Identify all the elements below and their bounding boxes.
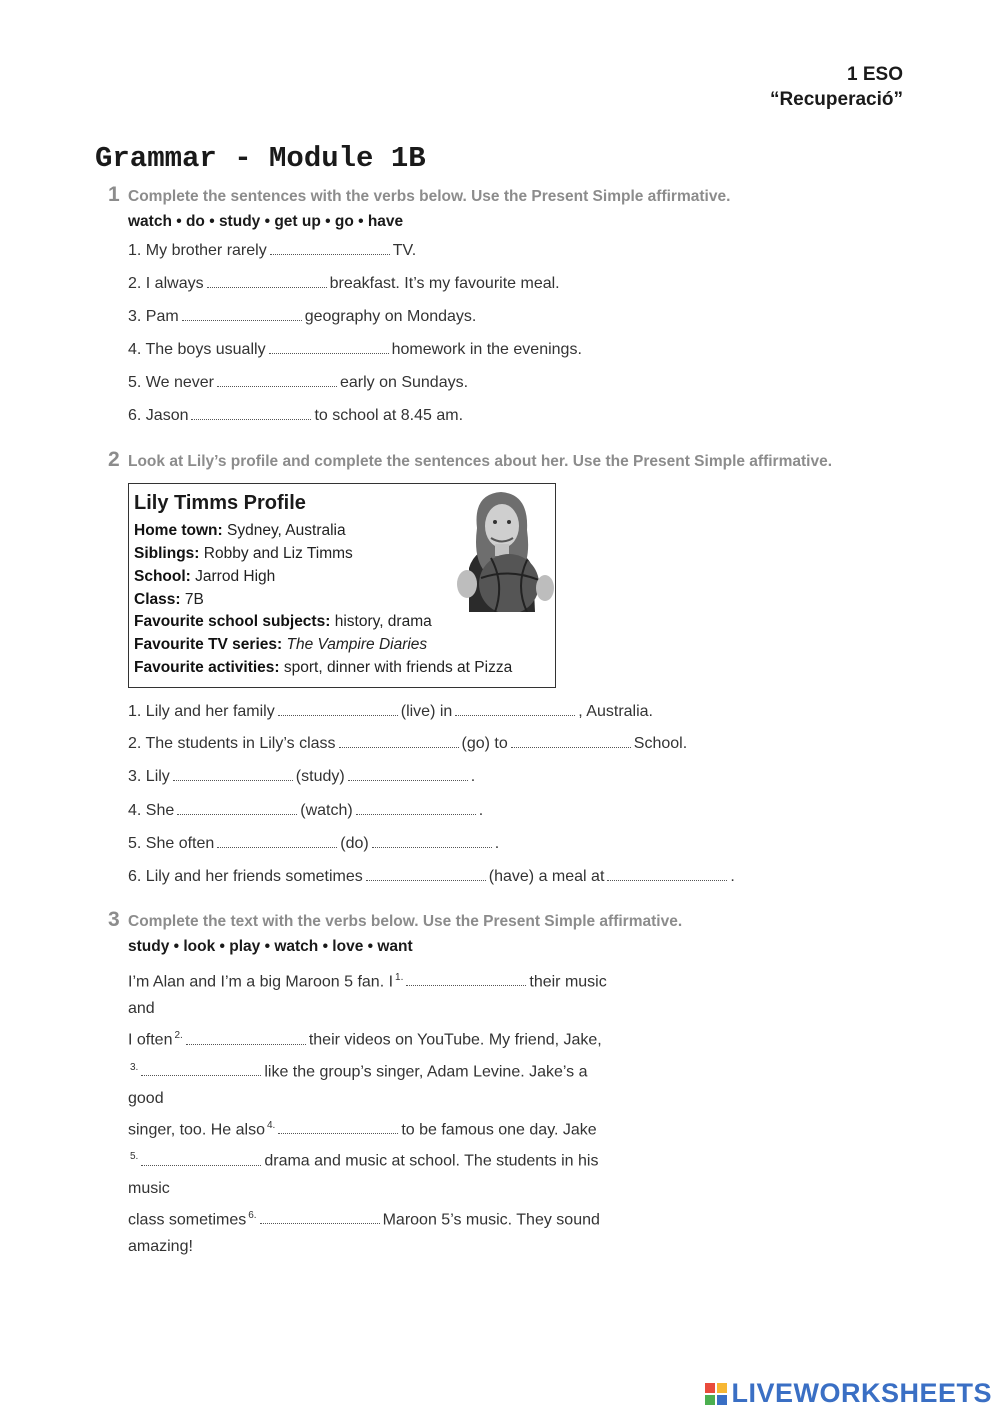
profile-row: Favourite activities: sport, dinner with friends at Pizza bbox=[134, 659, 513, 676]
text-line: $^{5.}$ drama and music at school. The students in his bbox=[130, 1151, 599, 1170]
answer-blank[interactable] bbox=[356, 802, 476, 815]
answer-blank[interactable] bbox=[177, 802, 297, 815]
exercise-2-number: 2 bbox=[108, 448, 120, 471]
profile-row: Favourite school subjects: history, drama bbox=[134, 613, 432, 630]
profile-row: Class: 7B bbox=[134, 591, 204, 608]
text-line: class sometimes $^{6.}$ Maroon 5’s music. They sound bbox=[128, 1209, 600, 1228]
answer-blank[interactable] bbox=[455, 703, 575, 716]
text-line: I often $^{2.}$ their videos on YouTube. My friend, Jake, bbox=[128, 1030, 602, 1049]
text-line: music bbox=[128, 1179, 170, 1197]
exercise-1-word-bank: watch • do • study • get up • go • have bbox=[128, 213, 404, 230]
text-line: amazing! bbox=[128, 1237, 193, 1255]
answer-blank-6[interactable] bbox=[260, 1211, 380, 1224]
answer-blank[interactable] bbox=[217, 835, 337, 848]
ex1-item-3: 3. Pam geography on Mondays. bbox=[128, 308, 477, 325]
answer-blank[interactable] bbox=[511, 735, 631, 748]
profile-card bbox=[128, 483, 556, 688]
ex1-item-1: 1. My brother rarely TV. bbox=[128, 242, 417, 259]
page-title: Grammar - Module 1B bbox=[95, 142, 426, 175]
exercise-1-number: 1 bbox=[108, 183, 120, 206]
text-line: and bbox=[128, 1000, 155, 1018]
text-line: good bbox=[128, 1089, 164, 1107]
exercise-3-word-bank: study • look • play • watch • love • want bbox=[128, 938, 413, 955]
text-line: singer, too. He also $^{4.}$ to be famous one day. Jake bbox=[128, 1119, 597, 1139]
logo-icon bbox=[705, 1383, 727, 1405]
profile-row: Siblings: Robby and Liz Timms bbox=[134, 545, 353, 562]
text-line: $^{3.}$ like the group’s singer, Adam Levine. Jake’s a bbox=[130, 1061, 588, 1080]
profile-title: Lily Timms Profile bbox=[134, 492, 306, 514]
answer-blank-4[interactable] bbox=[278, 1121, 398, 1134]
answer-blank-3[interactable] bbox=[141, 1063, 261, 1076]
ex1-item-2: 2. I always breakfast. It’s my favourite meal. bbox=[128, 275, 560, 292]
exercise-2-instruction: Look at Lily’s profile and complete the sentences about her. Use the Present Simple affirmative. bbox=[128, 453, 833, 470]
ex1-item-5: 5. We never early on Sundays. bbox=[128, 374, 469, 391]
logo-text: LIVEWORKSHEETS bbox=[731, 1378, 992, 1408]
ex1-item-4: 4. The boys usually homework in the evenings. bbox=[128, 341, 582, 358]
ex1-item-6: 6. Jason to school at 8.45 am. bbox=[128, 407, 464, 424]
exercise-3-instruction: Complete the text with the verbs below. Use the Present Simple affirmative. bbox=[128, 913, 683, 930]
profile-photo bbox=[447, 488, 554, 612]
answer-blank[interactable] bbox=[270, 242, 390, 255]
answer-blank-5[interactable] bbox=[141, 1153, 261, 1166]
exercise-1-instruction: Complete the sentences with the verbs below. Use the Present Simple affirmative. bbox=[128, 188, 731, 205]
ex3-text bbox=[128, 964, 623, 1260]
answer-blank[interactable] bbox=[191, 407, 311, 420]
answer-blank-1[interactable] bbox=[406, 973, 526, 986]
answer-blank-2[interactable] bbox=[186, 1032, 306, 1045]
grade-label: 1 ESO bbox=[847, 64, 903, 85]
ex2-item-4: 4. She (watch) . bbox=[128, 802, 484, 819]
ex2-item-2: 2. The students in Lily’s class (go) to School. bbox=[128, 735, 688, 752]
exercise-3-number: 3 bbox=[108, 908, 120, 931]
ex2-item-3: 3. Lily (study) . bbox=[128, 768, 476, 785]
answer-blank[interactable] bbox=[348, 768, 468, 781]
ex2-item-6: 6. Lily and her friends sometimes (have) a meal at . bbox=[128, 868, 735, 885]
answer-blank[interactable] bbox=[278, 703, 398, 716]
answer-blank[interactable] bbox=[366, 868, 486, 881]
text-line: I’m Alan and I’m a big Maroon 5 fan. I $^{1.}$ their music bbox=[128, 972, 607, 991]
answer-blank[interactable] bbox=[217, 374, 337, 387]
answer-blank[interactable] bbox=[207, 275, 327, 288]
profile-row: Home town: Sydney, Australia bbox=[134, 522, 346, 539]
profile-row: Favourite TV series: The Vampire Diaries bbox=[134, 636, 428, 653]
liveworksheets-logo bbox=[705, 1378, 992, 1409]
ex2-item-1: 1. Lily and her family (live) in , Australia. bbox=[128, 703, 653, 720]
answer-blank[interactable] bbox=[182, 308, 302, 321]
answer-blank[interactable] bbox=[372, 835, 492, 848]
answer-blank[interactable] bbox=[173, 768, 293, 781]
ex2-item-5: 5. She often (do) . bbox=[128, 835, 500, 852]
answer-blank[interactable] bbox=[269, 341, 389, 354]
recuperacio-label: “Recuperació” bbox=[769, 89, 903, 110]
profile-row: School: Jarrod High bbox=[134, 568, 276, 585]
answer-blank[interactable] bbox=[339, 735, 459, 748]
answer-blank[interactable] bbox=[607, 868, 727, 881]
header bbox=[770, 62, 903, 112]
